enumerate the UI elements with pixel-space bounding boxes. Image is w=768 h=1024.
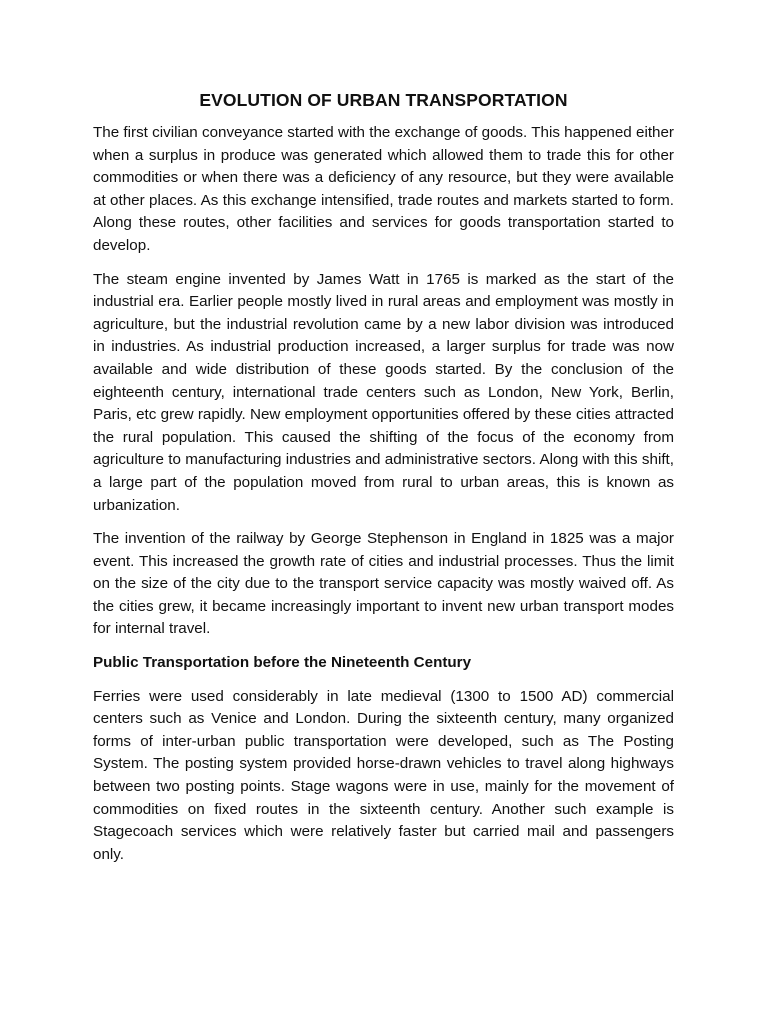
document-page: [93, 88, 674, 877]
paragraph-ferries: Ferries were used considerably in late medieval (1300 to 1500 AD) commercial centers such as Venice and London. During the sixteenth century, many organized forms of inter-urban public transportation were developed, such as The Posting System. The posting system provided horse-drawn vehicles to travel along highways between two posting points. Stage wagons were in use, mainly for the movement of commodities on fixed routes in the sixteenth century. Another such example is Stagecoach services which were relatively faster but carried mail and passengers only.: [93, 687, 674, 863]
paragraph-railway: The invention of the railway by George Stephenson in England in 1825 was a major event. This increased the growth rate of cities and industrial processes. Thus the limit on the size of the city due to the transport service capacity was mostly waived off. As the cities grew, it became increasingly important to invent new urban transport modes for internal travel.: [93, 530, 674, 638]
paragraph-steam-engine: The steam engine invented by James Watt in 1765 is marked as the start of the industrial era. Earlier people mostly lived in rural areas and employment was mostly in agriculture, but the industrial revolution came by a new labor division was introduced in industries. As industrial production increased, a larger surplus for trade was now available and wide distribution of these goods started. By the conclusion of the eighteenth century, international trade centers such as London, New York, Berlin, Paris, etc grew rapidly. New employment opportunities offered by these cities attracted the rural population. This caused the shifting of the focus of the economy from agriculture to manufacturing industries and administrative sectors. Along with this shift, a large part of the population moved from rural to urban areas, this is known as urbanization.: [93, 270, 674, 514]
section-heading: Public Transportation before the Nineteenth Century: [93, 654, 472, 672]
document-title: EVOLUTION OF URBAN TRANSPORTATION: [199, 90, 568, 110]
paragraph-civilian-conveyance: The first civilian conveyance started with the exchange of goods. This happened either when a surplus in produce was generated which allowed them to trade this for other commodities or when there was a deficiency of any resource, but they were available at other places. As this exchange intensified, trade routes and markets started to form. Along these routes, other facilities and services for goods transportation started to develop.: [93, 124, 674, 254]
